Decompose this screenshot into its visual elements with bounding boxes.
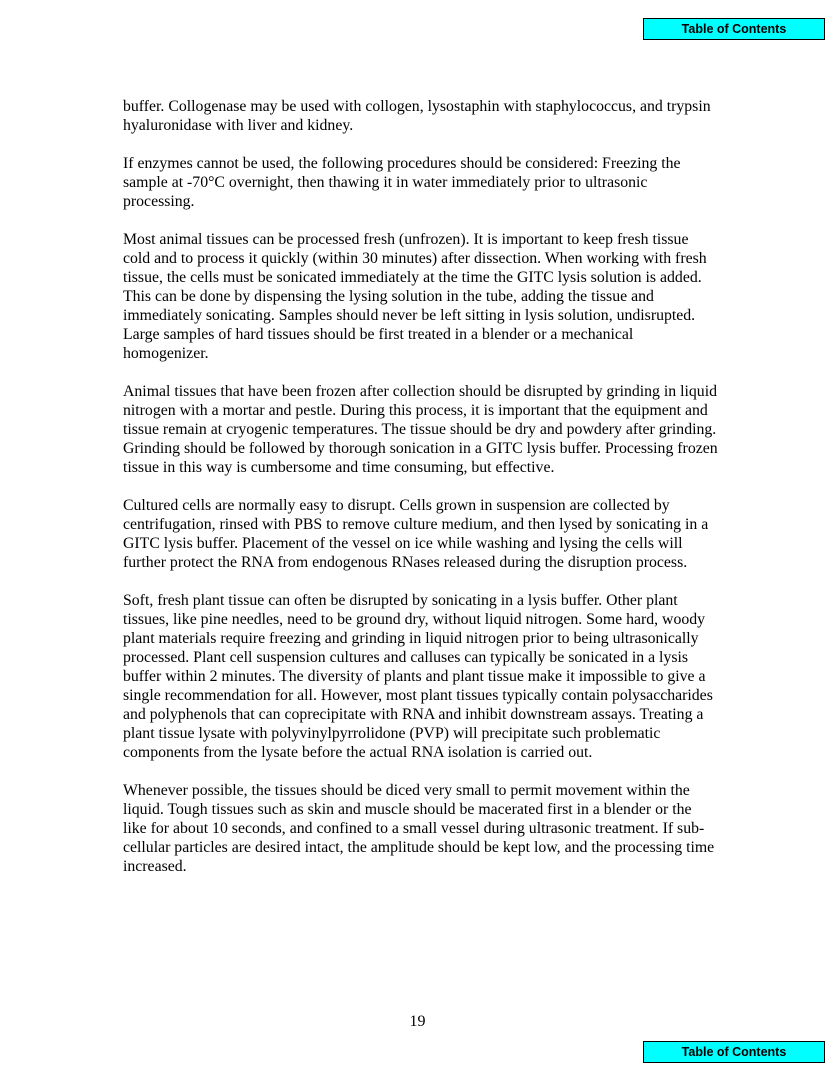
page-number: 19: [409, 1013, 426, 1030]
paragraph-dicing-tissues: Whenever possible, the tissues should be diced very small to permit movement within the liquid. Tough tissues such as skin and muscle should be macerated first in a blender or the like for about 10 seconds, and confined to a small vessel during ultrasonic treatment. If sub-cellular particles are desired intact, the amplitude should be kept low, and the processing time increased.: [123, 782, 715, 875]
paragraph-frozen-animal-tissue: Animal tissues that have been frozen after collection should be disrupted by grinding in liquid nitrogen with a mortar and pestle. During this process, it is important that the equipment and tissue remain at cryogenic temperatures. The tissue should be dry and powdery after grinding. Grinding should be followed by thorough sonication in a GITC lysis buffer. Processing frozen tissue in this way is cumbersome and time consuming, but effective.: [123, 383, 718, 476]
paragraph-no-enzymes: If enzymes cannot be used, the following procedures should be considered: Freezing the sample at -70°C overnight, then thawing it in water immediately prior to ultrasonic processing.: [123, 155, 681, 210]
document-body: [123, 97, 718, 895]
table-of-contents-button-top[interactable]: Table of Contents: [643, 18, 825, 40]
paragraph-plant-tissue: Soft, fresh plant tissue can often be disrupted by sonicating in a lysis buffer. Other plant tissues, like pine needles, need to be ground dry, without liquid nitrogen. Some hard, woody plant materials require freezing and grinding in liquid nitrogen prior to being ultrasonically processed. Plant cell suspension cultures and calluses can typically be sonicated in a lysis buffer within 2 minutes. The diversity of plants and plant tissue make it impossible to give a single recommendation for all. However, most plant tissues typically contain polysaccharides and polyphenols that can coprecipitate with RNA and inhibit downstream assays. Treating a plant tissue lysate with polyvinylpyrrolidone (PVP) will precipitate such problematic components from the lysate before the actual RNA isolation is carried out.: [123, 592, 713, 761]
paragraph-enzymes: buffer. Collogenase may be used with collogen, lysostaphin with staphylococcus, and trypsin hyaluronidase with liver and kidney.: [123, 98, 711, 134]
paragraph-fresh-animal-tissue: Most animal tissues can be processed fresh (unfrozen). It is important to keep fresh tissue cold and to process it quickly (within 30 minutes) after dissection. When working with fresh tissue, the cells must be sonicated immediately at the time the GITC lysis solution is added. This can be done by dispensing the lysing solution in the tube, adding the tissue and immediately sonicating. Samples should never be left sitting in lysis solution, undisrupted. Large samples of hard tissues should be first treated in a blender or a mechanical homogenizer.: [123, 231, 707, 362]
paragraph-cultured-cells: Cultured cells are normally easy to disrupt. Cells grown in suspension are collected by centrifugation, rinsed with PBS to remove culture medium, and then lysed by sonicating in a GITC lysis buffer. Placement of the vessel on ice while washing and lysing the cells will further protect the RNA from endogenous RNases released during the disruption process.: [123, 497, 709, 571]
table-of-contents-button-bottom[interactable]: Table of Contents: [643, 1041, 825, 1063]
